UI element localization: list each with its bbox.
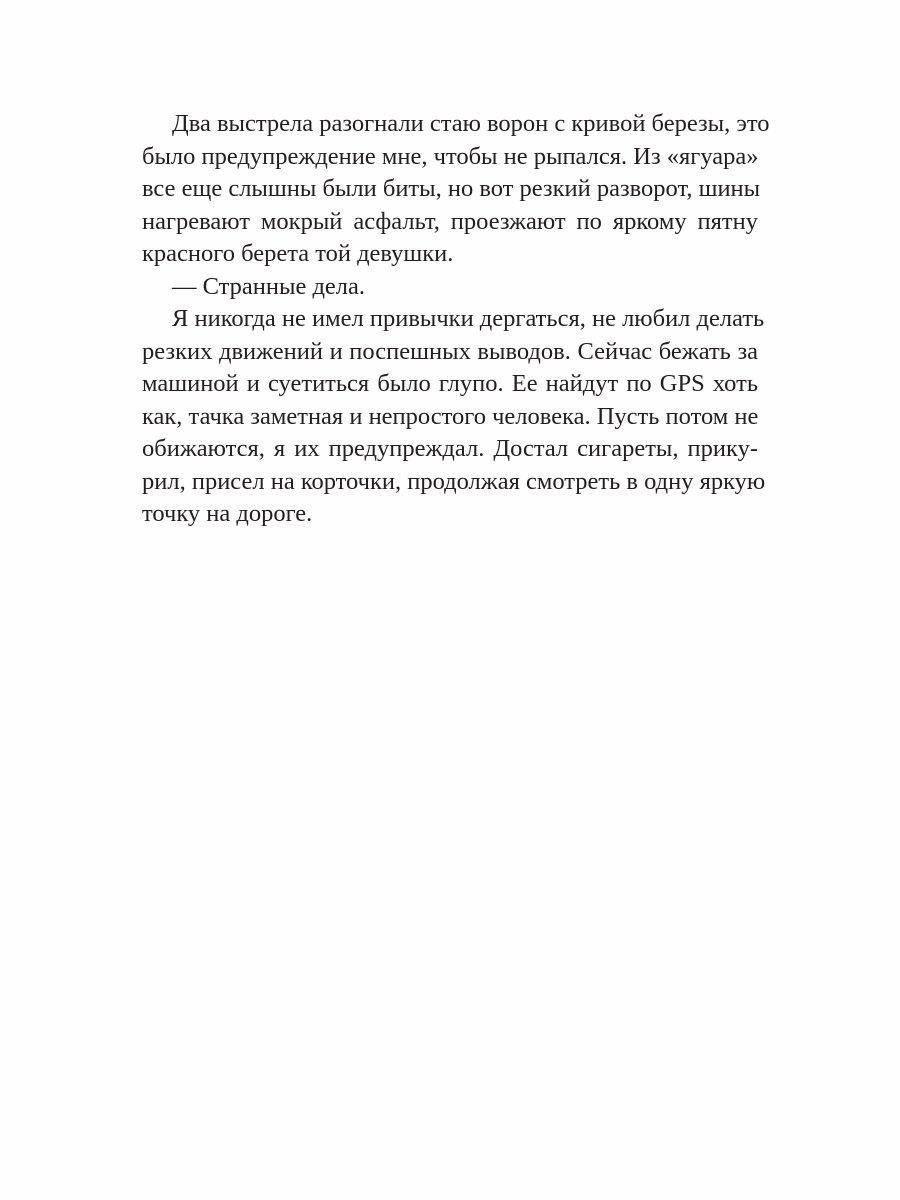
- body-text: [142, 108, 770, 531]
- paragraph-2-dialogue: [142, 271, 758, 304]
- text-line: машиной и суетиться было глупо. Ее найдут по GPS хоть: [142, 370, 758, 397]
- text-line: Я никогда не имел привычки дергаться, не любил делать: [172, 305, 765, 332]
- paragraph-1: [142, 108, 770, 271]
- text-line: как, тачка заметная и непростого человека. Пусть потом не: [142, 402, 759, 430]
- text-line: рил, присел на корточки, продолжая смотреть в одну яркую: [142, 467, 766, 495]
- text-line: было предупреждение мне, чтобы не рыпался. Из «ягуара»: [142, 142, 759, 170]
- text-line: красного берета той девушки.: [142, 240, 454, 267]
- paragraph-3: [142, 303, 766, 531]
- text-line: нагревают мокрый асфальт, проезжают по яркому пятну: [142, 207, 758, 235]
- text-line: Два выстрела разогнали стаю ворон с кривой березы, это: [172, 110, 770, 137]
- text-line: все еще слышны были биты, но вот резкий разворот, шины: [142, 175, 761, 202]
- text-line: точку на дороге.: [142, 500, 313, 527]
- text-line: резких движений и поспешных выводов. Сейчас бежать за: [142, 337, 758, 365]
- text-line: обижаются, я их предупреждал. Достал сигареты, прику-: [142, 435, 758, 462]
- text-line: — Странные дела.: [172, 272, 366, 300]
